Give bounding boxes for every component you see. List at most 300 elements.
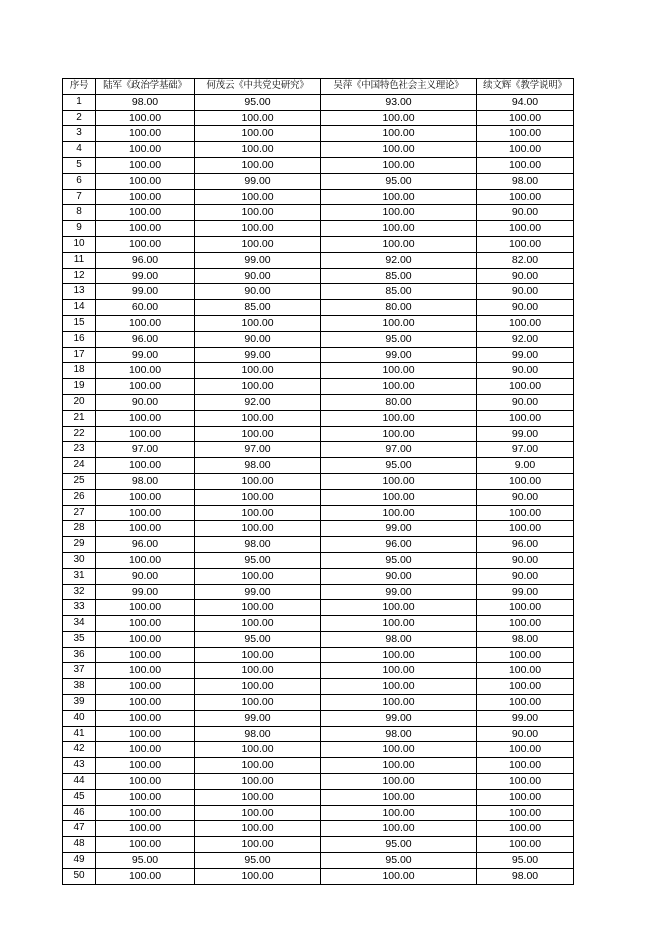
score-cell-lu: 100.00 xyxy=(96,142,195,158)
row-index-cell: 34 xyxy=(63,616,96,632)
score-cell-xu: 100.00 xyxy=(477,236,574,252)
score-cell-lu: 100.00 xyxy=(96,126,195,142)
score-cell-lu: 95.00 xyxy=(96,853,195,869)
score-cell-lu: 100.00 xyxy=(96,821,195,837)
score-cell-he: 100.00 xyxy=(195,110,321,126)
score-cell-wu: 99.00 xyxy=(321,521,477,537)
row-index-cell: 19 xyxy=(63,379,96,395)
score-cell-xu: 100.00 xyxy=(477,157,574,173)
row-index-cell: 3 xyxy=(63,126,96,142)
score-cell-lu: 100.00 xyxy=(96,837,195,853)
row-index-cell: 44 xyxy=(63,774,96,790)
table-row xyxy=(63,647,574,663)
score-cell-wu: 100.00 xyxy=(321,868,477,884)
score-cell-he: 100.00 xyxy=(195,821,321,837)
score-cell-lu: 100.00 xyxy=(96,789,195,805)
score-cell-he: 100.00 xyxy=(195,663,321,679)
row-index-cell: 45 xyxy=(63,789,96,805)
score-cell-he: 100.00 xyxy=(195,758,321,774)
row-index-cell: 28 xyxy=(63,521,96,537)
score-cell-xu: 100.00 xyxy=(477,600,574,616)
score-cell-he: 99.00 xyxy=(195,584,321,600)
row-index-cell: 30 xyxy=(63,552,96,568)
row-index-cell: 22 xyxy=(63,426,96,442)
column-header-wu: 吴萍《中国特色社会主义理论》 xyxy=(321,79,477,95)
table-row xyxy=(63,805,574,821)
row-index-cell: 24 xyxy=(63,458,96,474)
score-cell-wu: 100.00 xyxy=(321,758,477,774)
score-cell-xu: 100.00 xyxy=(477,821,574,837)
score-cell-he: 100.00 xyxy=(195,505,321,521)
score-cell-xu: 90.00 xyxy=(477,268,574,284)
score-cell-wu: 80.00 xyxy=(321,394,477,410)
table-row xyxy=(63,268,574,284)
row-index-cell: 35 xyxy=(63,631,96,647)
table-row xyxy=(63,631,574,647)
score-cell-he: 100.00 xyxy=(195,742,321,758)
score-cell-wu: 100.00 xyxy=(321,616,477,632)
score-cell-xu: 90.00 xyxy=(477,363,574,379)
row-index-cell: 1 xyxy=(63,94,96,110)
score-cell-lu: 100.00 xyxy=(96,695,195,711)
score-cell-lu: 99.00 xyxy=(96,268,195,284)
score-cell-xu: 98.00 xyxy=(477,868,574,884)
score-cell-lu: 100.00 xyxy=(96,616,195,632)
score-cell-xu: 100.00 xyxy=(477,110,574,126)
row-index-cell: 33 xyxy=(63,600,96,616)
score-cell-xu: 100.00 xyxy=(477,505,574,521)
row-index-cell: 43 xyxy=(63,758,96,774)
score-cell-lu: 100.00 xyxy=(96,426,195,442)
score-cell-xu: 100.00 xyxy=(477,805,574,821)
table-row xyxy=(63,821,574,837)
score-cell-he: 100.00 xyxy=(195,647,321,663)
score-cell-he: 100.00 xyxy=(195,600,321,616)
score-cell-he: 85.00 xyxy=(195,300,321,316)
row-index-cell: 39 xyxy=(63,695,96,711)
table-row xyxy=(63,142,574,158)
score-cell-lu: 100.00 xyxy=(96,631,195,647)
score-cell-lu: 100.00 xyxy=(96,868,195,884)
score-cell-wu: 98.00 xyxy=(321,631,477,647)
score-cell-wu: 100.00 xyxy=(321,695,477,711)
score-cell-xu: 100.00 xyxy=(477,315,574,331)
row-index-cell: 40 xyxy=(63,710,96,726)
row-index-cell: 8 xyxy=(63,205,96,221)
score-cell-xu: 94.00 xyxy=(477,94,574,110)
table-row xyxy=(63,789,574,805)
table-row xyxy=(63,710,574,726)
table-row xyxy=(63,157,574,173)
score-cell-lu: 100.00 xyxy=(96,157,195,173)
table-row xyxy=(63,189,574,205)
score-cell-xu: 90.00 xyxy=(477,552,574,568)
score-cell-lu: 99.00 xyxy=(96,347,195,363)
score-cell-he: 100.00 xyxy=(195,473,321,489)
score-cell-he: 100.00 xyxy=(195,142,321,158)
score-cell-xu: 100.00 xyxy=(477,663,574,679)
row-index-cell: 9 xyxy=(63,221,96,237)
score-cell-wu: 80.00 xyxy=(321,300,477,316)
score-cell-he: 100.00 xyxy=(195,126,321,142)
score-cell-lu: 96.00 xyxy=(96,252,195,268)
row-index-cell: 27 xyxy=(63,505,96,521)
score-cell-xu: 90.00 xyxy=(477,284,574,300)
score-cell-lu: 100.00 xyxy=(96,805,195,821)
row-index-cell: 21 xyxy=(63,410,96,426)
score-cell-lu: 99.00 xyxy=(96,584,195,600)
score-cell-xu: 100.00 xyxy=(477,616,574,632)
table-row xyxy=(63,695,574,711)
score-cell-wu: 95.00 xyxy=(321,458,477,474)
score-cell-he: 99.00 xyxy=(195,252,321,268)
score-cell-lu: 100.00 xyxy=(96,552,195,568)
score-cell-xu: 100.00 xyxy=(477,789,574,805)
score-cell-he: 95.00 xyxy=(195,853,321,869)
row-index-cell: 32 xyxy=(63,584,96,600)
score-cell-lu: 100.00 xyxy=(96,189,195,205)
score-cell-wu: 100.00 xyxy=(321,505,477,521)
table-row xyxy=(63,489,574,505)
score-cell-wu: 100.00 xyxy=(321,410,477,426)
score-cell-wu: 100.00 xyxy=(321,126,477,142)
table-row xyxy=(63,868,574,884)
score-cell-he: 100.00 xyxy=(195,521,321,537)
table-row xyxy=(63,300,574,316)
score-cell-lu: 60.00 xyxy=(96,300,195,316)
table-row xyxy=(63,663,574,679)
score-cell-xu: 92.00 xyxy=(477,331,574,347)
table-row xyxy=(63,552,574,568)
table-row xyxy=(63,315,574,331)
row-index-cell: 5 xyxy=(63,157,96,173)
score-cell-wu: 85.00 xyxy=(321,268,477,284)
table-row xyxy=(63,94,574,110)
score-cell-wu: 100.00 xyxy=(321,789,477,805)
table-row xyxy=(63,537,574,553)
table-row xyxy=(63,363,574,379)
table-row xyxy=(63,347,574,363)
score-cell-xu: 100.00 xyxy=(477,521,574,537)
row-index-cell: 14 xyxy=(63,300,96,316)
score-cell-he: 98.00 xyxy=(195,726,321,742)
score-cell-he: 100.00 xyxy=(195,410,321,426)
table-row xyxy=(63,252,574,268)
score-cell-lu: 100.00 xyxy=(96,710,195,726)
score-cell-he: 100.00 xyxy=(195,774,321,790)
table-row xyxy=(63,742,574,758)
score-cell-xu: 98.00 xyxy=(477,631,574,647)
row-index-cell: 6 xyxy=(63,173,96,189)
score-cell-wu: 100.00 xyxy=(321,489,477,505)
score-cell-xu: 100.00 xyxy=(477,473,574,489)
score-cell-xu: 97.00 xyxy=(477,442,574,458)
table-row xyxy=(63,679,574,695)
score-cell-wu: 100.00 xyxy=(321,742,477,758)
score-cell-xu: 96.00 xyxy=(477,537,574,553)
score-cell-wu: 100.00 xyxy=(321,236,477,252)
score-cell-he: 100.00 xyxy=(195,189,321,205)
table-row xyxy=(63,110,574,126)
table-row xyxy=(63,616,574,632)
score-cell-lu: 100.00 xyxy=(96,110,195,126)
score-cell-lu: 100.00 xyxy=(96,221,195,237)
score-cell-xu: 90.00 xyxy=(477,394,574,410)
table-row xyxy=(63,410,574,426)
table-row xyxy=(63,521,574,537)
score-cell-lu: 100.00 xyxy=(96,489,195,505)
score-cell-wu: 100.00 xyxy=(321,363,477,379)
row-index-cell: 23 xyxy=(63,442,96,458)
row-index-cell: 37 xyxy=(63,663,96,679)
row-index-cell: 38 xyxy=(63,679,96,695)
table-row xyxy=(63,221,574,237)
scores-table xyxy=(62,78,574,885)
score-cell-lu: 90.00 xyxy=(96,568,195,584)
score-cell-he: 100.00 xyxy=(195,315,321,331)
row-index-cell: 48 xyxy=(63,837,96,853)
row-index-cell: 17 xyxy=(63,347,96,363)
table-row xyxy=(63,126,574,142)
score-cell-lu: 96.00 xyxy=(96,537,195,553)
table-row xyxy=(63,758,574,774)
score-cell-he: 98.00 xyxy=(195,537,321,553)
table-row xyxy=(63,774,574,790)
row-index-cell: 11 xyxy=(63,252,96,268)
row-index-cell: 42 xyxy=(63,742,96,758)
score-cell-wu: 100.00 xyxy=(321,663,477,679)
score-cell-wu: 100.00 xyxy=(321,189,477,205)
score-cell-xu: 100.00 xyxy=(477,647,574,663)
score-cell-wu: 99.00 xyxy=(321,710,477,726)
column-header-xu: 续文辉《教学说明》 xyxy=(477,79,574,95)
row-index-cell: 13 xyxy=(63,284,96,300)
score-cell-wu: 98.00 xyxy=(321,726,477,742)
score-cell-wu: 100.00 xyxy=(321,221,477,237)
score-cell-he: 90.00 xyxy=(195,268,321,284)
score-cell-xu: 100.00 xyxy=(477,742,574,758)
score-cell-he: 100.00 xyxy=(195,236,321,252)
score-cell-wu: 96.00 xyxy=(321,537,477,553)
score-cell-he: 100.00 xyxy=(195,837,321,853)
table-row xyxy=(63,205,574,221)
table-row xyxy=(63,284,574,300)
row-index-cell: 10 xyxy=(63,236,96,252)
score-cell-he: 100.00 xyxy=(195,695,321,711)
row-index-cell: 26 xyxy=(63,489,96,505)
row-index-cell: 4 xyxy=(63,142,96,158)
row-index-cell: 50 xyxy=(63,868,96,884)
score-cell-xu: 100.00 xyxy=(477,758,574,774)
score-cell-xu: 95.00 xyxy=(477,853,574,869)
score-cell-lu: 100.00 xyxy=(96,521,195,537)
table-row xyxy=(63,853,574,869)
score-cell-wu: 100.00 xyxy=(321,821,477,837)
table-body xyxy=(63,94,574,884)
row-index-cell: 7 xyxy=(63,189,96,205)
score-cell-xu: 100.00 xyxy=(477,679,574,695)
score-cell-wu: 100.00 xyxy=(321,142,477,158)
table-row xyxy=(63,442,574,458)
score-cell-he: 100.00 xyxy=(195,489,321,505)
score-cell-xu: 100.00 xyxy=(477,837,574,853)
score-cell-lu: 100.00 xyxy=(96,363,195,379)
score-cell-lu: 100.00 xyxy=(96,679,195,695)
row-index-cell: 15 xyxy=(63,315,96,331)
score-cell-lu: 100.00 xyxy=(96,379,195,395)
table-row xyxy=(63,394,574,410)
score-cell-he: 95.00 xyxy=(195,552,321,568)
score-cell-lu: 100.00 xyxy=(96,505,195,521)
score-cell-lu: 98.00 xyxy=(96,473,195,489)
score-cell-xu: 99.00 xyxy=(477,426,574,442)
score-cell-he: 99.00 xyxy=(195,347,321,363)
score-cell-he: 100.00 xyxy=(195,363,321,379)
score-cell-xu: 90.00 xyxy=(477,205,574,221)
score-cell-wu: 100.00 xyxy=(321,315,477,331)
row-index-cell: 46 xyxy=(63,805,96,821)
row-index-cell: 47 xyxy=(63,821,96,837)
score-cell-lu: 100.00 xyxy=(96,205,195,221)
table-row xyxy=(63,236,574,252)
score-cell-lu: 100.00 xyxy=(96,315,195,331)
score-cell-wu: 95.00 xyxy=(321,331,477,347)
score-cell-lu: 100.00 xyxy=(96,726,195,742)
score-cell-wu: 100.00 xyxy=(321,379,477,395)
row-index-cell: 16 xyxy=(63,331,96,347)
score-cell-he: 100.00 xyxy=(195,805,321,821)
score-cell-he: 97.00 xyxy=(195,442,321,458)
score-cell-he: 100.00 xyxy=(195,205,321,221)
score-cell-lu: 100.00 xyxy=(96,774,195,790)
score-cell-he: 100.00 xyxy=(195,221,321,237)
score-cell-he: 100.00 xyxy=(195,426,321,442)
table-row xyxy=(63,837,574,853)
score-cell-xu: 100.00 xyxy=(477,695,574,711)
score-cell-xu: 90.00 xyxy=(477,726,574,742)
score-cell-xu: 90.00 xyxy=(477,568,574,584)
row-index-cell: 41 xyxy=(63,726,96,742)
score-cell-he: 100.00 xyxy=(195,157,321,173)
score-cell-he: 100.00 xyxy=(195,379,321,395)
row-index-cell: 31 xyxy=(63,568,96,584)
score-cell-lu: 98.00 xyxy=(96,94,195,110)
score-cell-wu: 97.00 xyxy=(321,442,477,458)
row-index-cell: 18 xyxy=(63,363,96,379)
table-row xyxy=(63,505,574,521)
table-row xyxy=(63,726,574,742)
table-row xyxy=(63,473,574,489)
score-cell-xu: 99.00 xyxy=(477,347,574,363)
score-cell-wu: 100.00 xyxy=(321,600,477,616)
score-cell-xu: 90.00 xyxy=(477,489,574,505)
score-cell-wu: 100.00 xyxy=(321,774,477,790)
row-index-cell: 2 xyxy=(63,110,96,126)
score-cell-xu: 100.00 xyxy=(477,142,574,158)
score-cell-wu: 100.00 xyxy=(321,647,477,663)
score-cell-lu: 100.00 xyxy=(96,647,195,663)
score-cell-wu: 100.00 xyxy=(321,110,477,126)
score-cell-wu: 92.00 xyxy=(321,252,477,268)
score-cell-xu: 9.00 xyxy=(477,458,574,474)
score-cell-he: 92.00 xyxy=(195,394,321,410)
score-cell-lu: 100.00 xyxy=(96,758,195,774)
score-cell-lu: 100.00 xyxy=(96,742,195,758)
score-cell-wu: 85.00 xyxy=(321,284,477,300)
score-cell-wu: 93.00 xyxy=(321,94,477,110)
score-cell-wu: 100.00 xyxy=(321,157,477,173)
row-index-cell: 36 xyxy=(63,647,96,663)
table-row xyxy=(63,568,574,584)
table-row xyxy=(63,379,574,395)
score-cell-lu: 99.00 xyxy=(96,284,195,300)
column-header-seq: 序号 xyxy=(63,79,96,95)
score-cell-xu: 98.00 xyxy=(477,173,574,189)
score-cell-wu: 95.00 xyxy=(321,552,477,568)
score-cell-wu: 100.00 xyxy=(321,679,477,695)
score-cell-he: 100.00 xyxy=(195,679,321,695)
table-header-row xyxy=(63,79,574,95)
score-cell-he: 100.00 xyxy=(195,616,321,632)
score-cell-wu: 95.00 xyxy=(321,837,477,853)
score-cell-lu: 100.00 xyxy=(96,410,195,426)
score-cell-xu: 99.00 xyxy=(477,584,574,600)
score-cell-xu: 99.00 xyxy=(477,710,574,726)
column-header-lu: 陆军《政治学基础》 xyxy=(96,79,195,95)
score-cell-he: 99.00 xyxy=(195,173,321,189)
score-cell-wu: 95.00 xyxy=(321,853,477,869)
row-index-cell: 29 xyxy=(63,537,96,553)
table-row xyxy=(63,458,574,474)
score-cell-lu: 100.00 xyxy=(96,173,195,189)
score-cell-he: 100.00 xyxy=(195,789,321,805)
score-cell-he: 95.00 xyxy=(195,631,321,647)
score-cell-lu: 97.00 xyxy=(96,442,195,458)
table-row xyxy=(63,600,574,616)
score-cell-lu: 100.00 xyxy=(96,458,195,474)
score-cell-xu: 100.00 xyxy=(477,126,574,142)
table-header xyxy=(63,79,574,95)
score-cell-xu: 100.00 xyxy=(477,379,574,395)
score-cell-xu: 100.00 xyxy=(477,774,574,790)
row-index-cell: 49 xyxy=(63,853,96,869)
score-cell-wu: 95.00 xyxy=(321,173,477,189)
score-cell-lu: 100.00 xyxy=(96,236,195,252)
score-cell-lu: 90.00 xyxy=(96,394,195,410)
table-row xyxy=(63,426,574,442)
score-cell-wu: 99.00 xyxy=(321,347,477,363)
score-cell-xu: 82.00 xyxy=(477,252,574,268)
score-cell-xu: 100.00 xyxy=(477,410,574,426)
score-cell-xu: 100.00 xyxy=(477,189,574,205)
score-cell-he: 99.00 xyxy=(195,710,321,726)
table-row xyxy=(63,331,574,347)
score-cell-wu: 100.00 xyxy=(321,205,477,221)
table-row xyxy=(63,584,574,600)
score-cell-he: 90.00 xyxy=(195,331,321,347)
score-cell-he: 100.00 xyxy=(195,568,321,584)
score-cell-lu: 100.00 xyxy=(96,663,195,679)
row-index-cell: 12 xyxy=(63,268,96,284)
score-cell-xu: 90.00 xyxy=(477,300,574,316)
row-index-cell: 25 xyxy=(63,473,96,489)
column-header-he: 何茂云《中共党史研究》 xyxy=(195,79,321,95)
score-cell-xu: 100.00 xyxy=(477,221,574,237)
score-cell-lu: 96.00 xyxy=(96,331,195,347)
score-cell-he: 98.00 xyxy=(195,458,321,474)
row-index-cell: 20 xyxy=(63,394,96,410)
table-row xyxy=(63,173,574,189)
